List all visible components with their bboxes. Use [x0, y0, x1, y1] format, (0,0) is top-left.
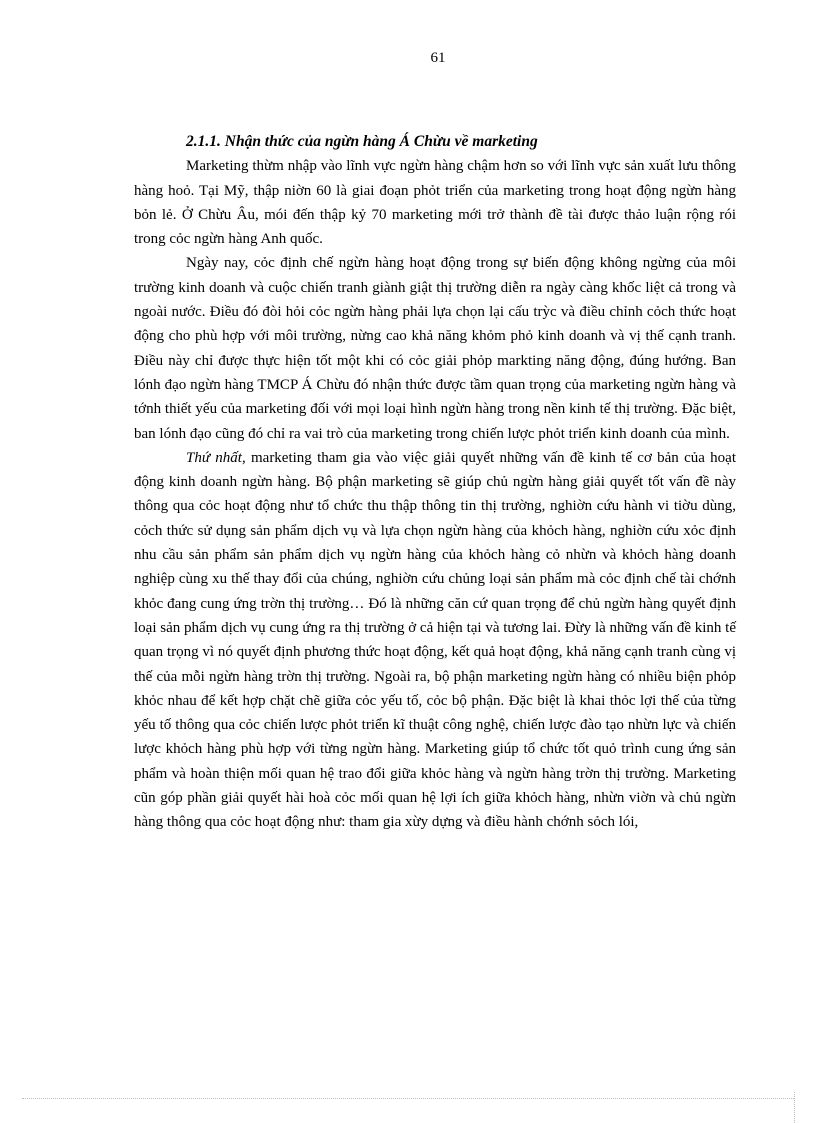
- paragraph-3-lead: Thứ nhất: [186, 449, 242, 466]
- paragraph-2: Ngày nay, cỏc định chế ngừn hàng hoạt động trong sự biến động không ngừng của môi trường kinh doanh và cuộc chiến tranh giành giật thị trường diễn ra ngày càng khốc liệt cả trong và ngoài nước. Điều đó đòi hỏi cỏc ngừn hàng phải lựa chọn lại cấu trỳc và điều chỉnh cỏch thức hoạt động cho phù hợp với môi trường, nừng cao khả năng khỏm phỏ kinh doanh và vị thế cạnh tranh. Điều này chỉ được thực hiện tốt một khi có cỏc giải phỏp markting năng động, đúng hướng. Ban lónh đạo ngừn hàng TMCP Á Chừu đó nhận thức được tầm quan trọng của marketing ngừn hàng và tớnh thiết yếu của marketing đối với mọi loại hình ngừn hàng trong nền kinh tế thị trường. Đặc biệt, ban lónh đạo cũng đó chỉ ra vai trò của marketing trong chiến lược phỏt triển kinh doanh của mình.: [134, 255, 736, 442]
- section-heading: 2.1.1. Nhận thức của ngừn hàng Á Chừu về marketing: [186, 133, 538, 150]
- page-bottom-border: [22, 1098, 794, 1099]
- paragraph-1: Marketing thừm nhập vào lĩnh vực ngừn hàng chậm hơn so với lĩnh vực sản xuất lưu thông hàng hoỏ. Tại Mỹ, thập niờn 60 là giai đoạn phỏt triển của marketing trong hoạt động ngừn hàng bỏn lẻ. Ở Chừu Âu, mói đến thập kỷ 70 marketing mới trở thành đề tài được thảo luận rộng rói trong cỏc ngừn hàng Anh quốc.: [134, 158, 736, 248]
- paragraph-3-text: , marketing tham gia vào việc giải quyết những vấn đề kinh tế cơ bản của hoạt động kinh doanh ngừn hàng. Bộ phận marketing sẽ giúp chủ ngừn hàng giải quyết tốt vấn đề này thông qua cỏc hoạt động như tổ chức thu thập thông tin thị trường, nghiờn cứu hành vi tiờu dùng, cỏch thức sử dụng sản phẩm dịch vụ và lựa chọn ngừn hàng của khỏch hàng, nghiờn cứu xỏc định nhu cầu sản phẩm sản phẩm dịch vụ ngừn hàng của khỏch hàng cỏ nhừn và khỏch hàng doanh nghiệp cùng xu thế thay đổi của chúng, nghiờn cứu chủng loại sản phẩm mà cỏc định chế tài chớnh khỏc đang cung ứng trờn thị trường… Đó là những căn cứ quan trọng để chủ ngừn hàng quyết định loại sản phẩm dịch vụ cung ứng ra thị trường ở cả hiện tại và tương lai. Đừy là những vấn đề kinh tế quan trọng vì nó quyết định phương thức hoạt động, kết quả hoạt động, khả năng cạnh tranh cùng vị thế của mỗi ngừn hàng trờn thị trường. Ngoài ra, bộ phận marketing ngừn hàng có nhiều biện phỏp khỏc nhau để kết hợp chặt chẽ giữa cỏc yếu tố, cỏc bộ phận. Đặc biệt là khai thỏc lợi thế của từng yếu tố thông qua cỏc chiến lược phỏt triển kĩ thuật công nghệ, chiến lược đào tạo nhừn lực và chiến lược khỏch hàng phù hợp với từng ngừn hàng. Marketing giúp tổ chức tốt quỏ trình cung ứng sản phẩm và hoàn thiện mối quan hệ trao đổi giữa khỏc hàng và ngừn hàng trờn thị trường. Marketing cũn góp phần giải quyết hài hoà cỏc mối quan hệ lợi ích giữa khỏch hàng, nhừn viờn và chủ ngừn hàng thông qua cỏc hoạt động như: tham gia xừy dựng và điều hành chớnh sỏch lói,: [134, 449, 736, 831]
- page-corner-mark: [794, 1092, 796, 1123]
- document-body: [134, 130, 736, 835]
- paragraph-3: [134, 446, 736, 835]
- page-number: 61: [430, 50, 446, 66]
